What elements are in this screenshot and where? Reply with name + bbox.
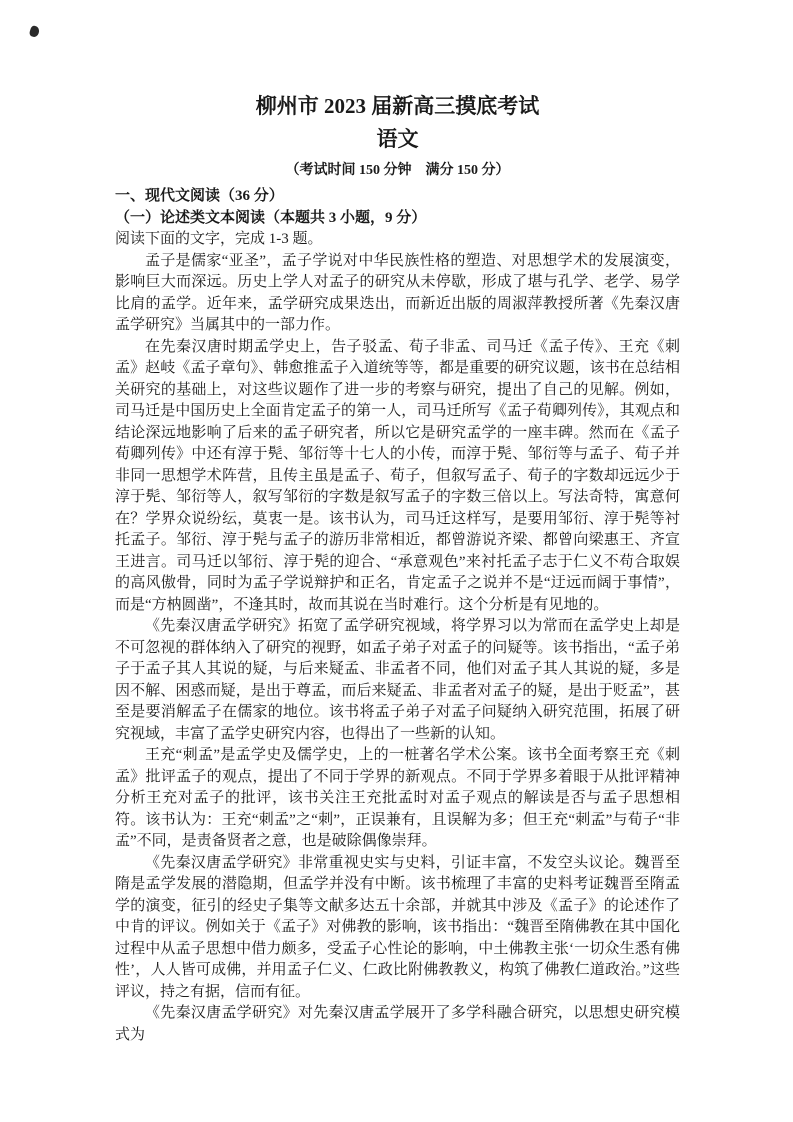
passage-paragraph: 孟子是儒家“亚圣”，孟子学说对中华民族性格的塑造、对思想学术的发展演变，影响巨大而深远。历史上学人对孟子的研究从未停歇，形成了堪与孔学、老学、易学比肩的孟学。近年来，孟学研究成果迭出，而新近出版的周淑萍教授所著《先秦汉唐孟学研究》当属其中的一部力作。 bbox=[115, 252, 680, 333]
passage-paragraph: 王充“刺孟”是孟学史及儒学史，上的一桩著名学术公案。该书全面考察王充《刺孟》批评孟子的观点，提出了不同于学界的新观点。不同于学界多着眼于从批评精神分析王充对孟子的批评，该书关注王充批孟时对孟子观点的解读是否与孟子思想相符。该书认为：王充“刺孟”之“刺”，正误兼有，且误解为多；但王充“刺孟”与荀子“非孟”不同，是责备贤者之意，也是破除偶像崇拜。 bbox=[115, 747, 680, 849]
reading-passage bbox=[115, 251, 680, 1047]
exam-info: （考试时间 150 分钟 满分 150 分） bbox=[285, 163, 510, 178]
subsection-heading: （一）论述类文本阅读（本题共 3 小题，9 分） bbox=[115, 209, 427, 226]
page-title: 柳州市 2023 届新高三摸底考试 bbox=[255, 94, 540, 118]
passage-paragraph: 《先秦汉唐孟学研究》非常重视史实与史料，引证丰富，不发空头议论。魏晋至隋是孟学发展的潜隐期，但孟学并没有中断。该书梳理了丰富的史料考证魏晋至隋孟学的演变，征引的经史子集等文献多达五十余部，并就其中涉及《孟子》的论述作了中肯的评议。例如关于《孟子》对佛教的影响，该书指出：“魏晋至隋佛教在其中国化过程中从孟子思想中借力颇多，受孟子心性论的影响，中土佛教主张‘一切众生悉有佛性’，人人皆可成佛，并用孟子仁义、仁政比附佛教教义，构筑了佛教仁道政治。”这些评议，持之有据，信而有征。 bbox=[115, 854, 680, 1000]
passage-paragraph: 《先秦汉唐孟学研究》拓宽了孟学研究视域，将学界习以为常而在孟学史上却是不可忽视的群体纳入了研究的视野，如孟子弟子对孟子的问疑等。该书指出，“孟子弟子于孟子其人其说的疑，与后来疑孟、非孟者不同，他们对孟子其人其说的疑，多是因不解、困惑而疑，是出于尊孟，而后来疑孟、非孟者对孟子的疑，是出于贬孟”，甚至是要消解孟子在儒家的地位。该书将孟子弟子对孟子问疑纳入研究范围，拓展了研究视域，丰富了孟学史研究内容，也得出了一些新的认知。 bbox=[115, 618, 680, 742]
section-headings bbox=[115, 186, 680, 251]
subject-title: 语文 bbox=[376, 127, 419, 151]
passage-paragraph: 在先秦汉唐时期孟学史上，告子驳孟、荀子非孟、司马迁《孟子传》、王充《刺孟》赵岐《孟子章句》、韩愈推孟子入道统等等，都是重要的研究议题，该书在总结相关研究的基础上，对这些议题作了进一步的考察与研究，提出了自己的见解。例如，司马迁是中国历史上全面肯定孟子的第一人，司马迁所写《孟子荀卿列传》，其观点和结论深远地影响了后来的孟子研究者，所以它是研究孟学的一座丰碑。然而在《孟子荀卿列传》中还有淳于髡、邹衍等十七人的小传，而淳于髡、邹衍等与孟子、荀子并非同一思想学术阵营，且传主虽是孟子、荀子，但叙写孟子、荀子的字数却远远少于淳于髡、邹衍等人，叙写邹衍的字数是叙写孟子的字数三倍以上。写法奇特，寓意何在？学界众说纷纭，莫衷一是。该书认为，司马迁这样写，是要用邹衍、淳于髡等衬托孟子。邹衍、淳于髡与孟子的游历非常相近，都曾游说齐梁、都曾向梁惠王、齐宣王进言。司马迁以邹衍、淳于髡的迎合、“承意观色”来衬托孟子志于仁义不苟合取娱的高风傲骨，同时为孟子学说辩护和正名，肯定孟子之说并不是“迂远而阔于事情”，而是“方枘圆凿”，不逢其时，故而其说在当时难行。这个分析是有见地的。 bbox=[115, 338, 680, 613]
scan-artifact bbox=[29, 25, 41, 38]
passage-paragraph: 《先秦汉唐孟学研究》对先秦汉唐孟学展开了多学科融合研究，以思想史研究模式为 bbox=[115, 1005, 680, 1043]
section-heading: 一、现代文阅读（36 分） bbox=[115, 188, 284, 204]
reading-instruction: 阅读下面的文字，完成 1-3 题。 bbox=[115, 231, 323, 247]
